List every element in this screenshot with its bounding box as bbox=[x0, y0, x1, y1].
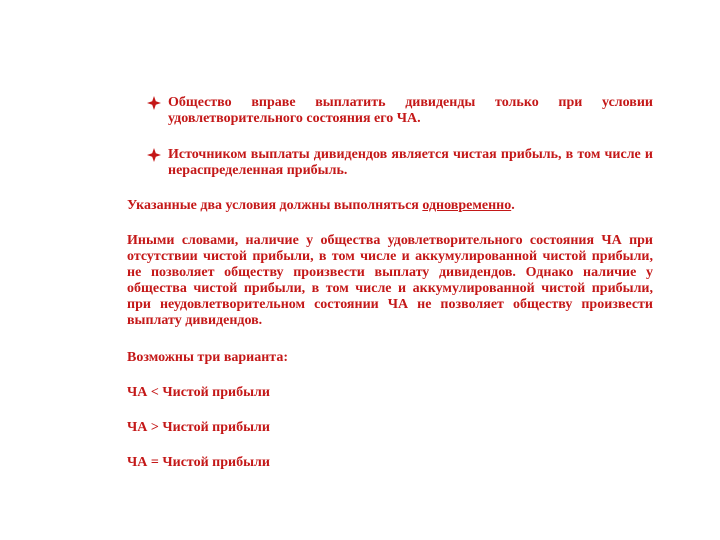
bullet-text: Общество вправе выплатить дивиденды только при условии удовлетворительного состояния его ЧА. bbox=[168, 95, 653, 126]
explanation-paragraph: Иными словами, наличие у общества удовлетворительного состояния ЧА при отсутствии чистой прибыли, в том числе и аккумулированной чистой прибыли, не позволяет обществу произвести выплату дивидендов. Однако наличие у общества чистой прибыли, в том числе и аккумулированной чистой прибыли, при неудовлетворительном состоянии ЧА не позволяет обществу произвести выплату дивидендов. bbox=[127, 233, 653, 328]
conditions-after: . bbox=[511, 198, 515, 213]
conditions-emphasis: одновременно bbox=[422, 198, 512, 213]
variant-item: ЧА = Чистой прибыли bbox=[127, 455, 270, 470]
diamond-bullet-icon bbox=[147, 148, 161, 162]
variant-item: ЧА > Чистой прибыли bbox=[127, 420, 270, 435]
conditions-text bbox=[127, 198, 653, 214]
variants-heading: Возможны три варианта: bbox=[127, 350, 289, 365]
variant-item: ЧА < Чистой прибыли bbox=[127, 385, 270, 400]
bullet-item bbox=[147, 147, 653, 179]
bullet-text: Источником выплаты дивидендов является чистая прибыль, в том числе и нераспределенная прибыль. bbox=[168, 147, 653, 178]
bullet-item bbox=[147, 95, 653, 127]
diamond-bullet-icon bbox=[147, 96, 161, 110]
conditions-before: Указанные два условия должны выполняться bbox=[127, 198, 423, 213]
